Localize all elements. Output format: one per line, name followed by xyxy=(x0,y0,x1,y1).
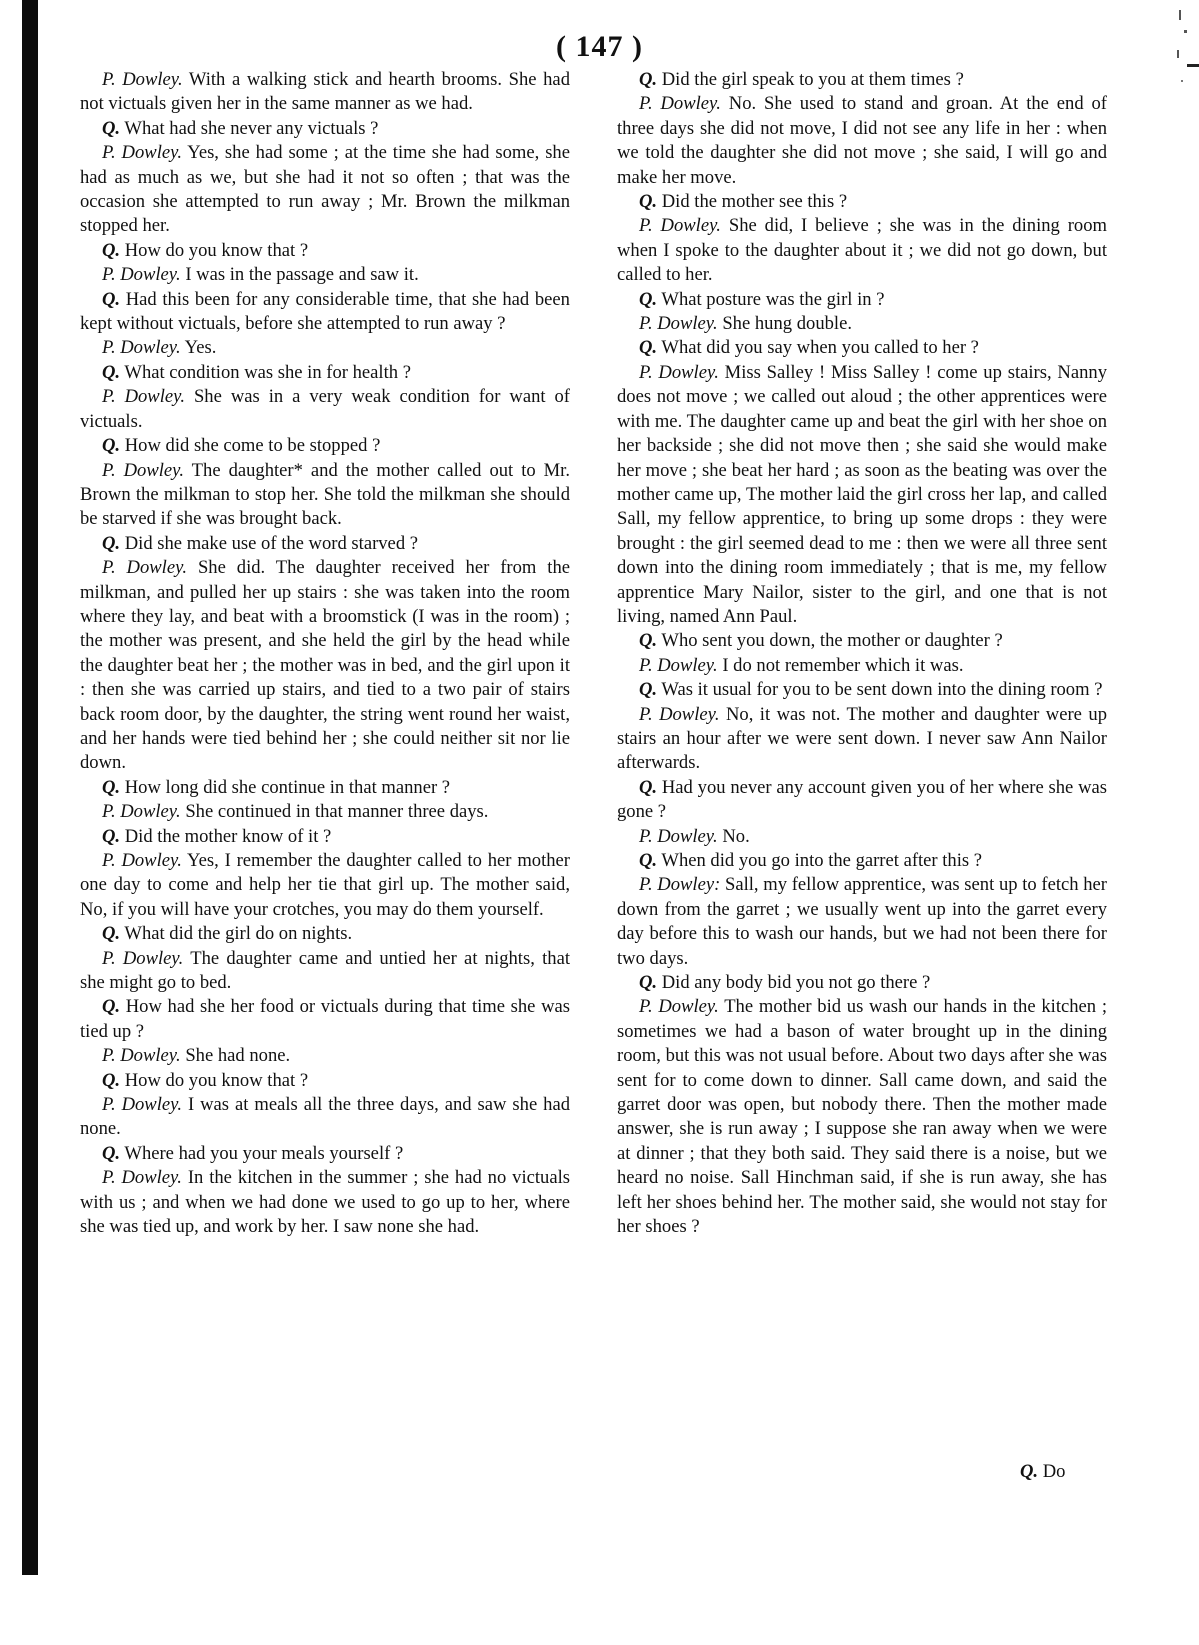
testimony-text: No. xyxy=(722,825,750,847)
speaker-label: Q. xyxy=(102,117,121,139)
speaker-label: Q. xyxy=(102,776,121,798)
testimony-text: How do you know that ? xyxy=(124,239,309,261)
speaker-label: P. Dowley. xyxy=(102,801,181,823)
speaker-label: P. Dowley. xyxy=(639,93,721,115)
speaker-label: Q. xyxy=(639,850,658,871)
speaker-label: P. Dowley. xyxy=(102,947,184,969)
speaker-label: P. Dowley. xyxy=(102,1167,182,1189)
speaker-label: Q. xyxy=(102,1069,121,1091)
testimony-text: Had you never any account given you of her where she was gone ? xyxy=(617,776,1107,823)
speaker-label: Q. xyxy=(102,1142,121,1164)
speaker-label: P. Dowley. xyxy=(639,313,718,335)
question-paragraph xyxy=(617,629,1107,653)
testimony-text: I was in the passage and saw it. xyxy=(185,264,419,286)
answer-paragraph xyxy=(80,556,570,776)
testimony-text: Did the mother know of it ? xyxy=(124,825,332,847)
question-paragraph xyxy=(80,1142,570,1166)
question-paragraph xyxy=(617,336,1107,360)
testimony-text: I was at meals all the three days, and saw she had none. xyxy=(80,1094,570,1140)
testimony-text: Did the mother see this ? xyxy=(661,191,848,213)
answer-paragraph xyxy=(617,703,1107,776)
left-column xyxy=(80,68,570,1240)
testimony-text: How had she her food or victuals during that time she was tied up ? xyxy=(80,996,570,1042)
speaker-label: Q. xyxy=(102,288,121,310)
testimony-text: Did she make use of the word starved ? xyxy=(124,532,419,554)
answer-paragraph xyxy=(80,336,570,360)
testimony-text: When did you go into the garret after this ? xyxy=(661,850,983,871)
question-paragraph xyxy=(80,532,570,556)
catchword xyxy=(1020,1461,1065,1483)
answer-paragraph xyxy=(617,361,1107,629)
speaker-label: P. Dowley. xyxy=(639,825,718,847)
speaker-label: P. Dowley. xyxy=(102,850,182,871)
speaker-label: Q. xyxy=(639,288,658,310)
testimony-text: Did any body bid you not go there ? xyxy=(661,972,931,994)
speaker-label: P. Dowley. xyxy=(102,69,183,90)
question-paragraph xyxy=(617,776,1107,825)
question-paragraph xyxy=(80,1069,570,1093)
answer-paragraph xyxy=(80,68,570,117)
testimony-text: Did the girl speak to you at them times ? xyxy=(661,69,964,90)
speaker-label: P. Dowley. xyxy=(639,654,718,676)
testimony-text: She was in a very weak condition for want of victuals. xyxy=(80,386,570,432)
answer-paragraph xyxy=(80,385,570,434)
question-paragraph xyxy=(80,361,570,385)
testimony-text: Yes. xyxy=(184,337,217,359)
testimony-text: Sall, my fellow apprentice, was sent up to fetch her down from the garret ; we usually went up into the garret every day before this to wash our hands, but we had not been there for two days. xyxy=(617,874,1107,969)
speaker-label: P. Dowley: xyxy=(639,874,721,896)
speaker-label: Q. xyxy=(102,361,121,383)
answer-paragraph xyxy=(617,873,1107,971)
speaker-label: Q. xyxy=(102,435,121,457)
testimony-text: What did the girl do on nights. xyxy=(124,923,353,945)
testimony-text: What posture was the girl in ? xyxy=(661,288,885,310)
testimony-text: Had this been for any considerable time, that she had been kept without victuals, before she attempted to run away ? xyxy=(80,288,570,335)
testimony-text: How do you know that ? xyxy=(124,1069,309,1091)
speaker-label: P. Dowley. xyxy=(102,459,185,481)
testimony-text: In the kitchen in the summer ; she had no victuals with us ; and when we had done we used to go up to her, where she was tied up, and work by her. I saw none she had. xyxy=(80,1167,570,1238)
answer-paragraph xyxy=(617,92,1107,190)
book-spine-shadow xyxy=(22,0,38,1575)
answer-paragraph xyxy=(80,1166,570,1239)
speaker-label: Q. xyxy=(639,191,658,213)
testimony-text: The mother bid us wash our hands in the kitchen ; sometimes we had a bason of water brought up in the dining room, but this was not usual before. About two days after she was sent for to come down to dinner. Sall came down, and said the garret door was open, but nobody there. Then the mother made answer, she is run away ; I suppose she ran away when we were at dinner ; that they both said. They said there is a noise, but we heard no noise. Sall Hinchman said, if she is run away, she has left her shoes behind her. The mother said, she would not stay for her shoes ? xyxy=(617,996,1107,1238)
answer-paragraph xyxy=(80,947,570,996)
question-paragraph xyxy=(80,434,570,458)
question-paragraph xyxy=(617,971,1107,995)
question-paragraph xyxy=(617,190,1107,214)
question-paragraph xyxy=(617,288,1107,312)
speaker-label: Q. xyxy=(102,996,121,1018)
speaker-label: P. Dowley. xyxy=(102,1045,181,1067)
question-paragraph xyxy=(617,68,1107,92)
answer-paragraph xyxy=(617,995,1107,1239)
testimony-text: Yes, she had some ; at the time she had some, she had as much as we, but she had it not so often ; that was the occasion she attempted to run away ; Mr. Brown the milkman stopped her. xyxy=(80,142,570,237)
answer-paragraph xyxy=(80,800,570,824)
catchword-text: Do xyxy=(1042,1461,1066,1482)
speaker-label: P. Dowley. xyxy=(639,996,719,1018)
question-paragraph xyxy=(80,239,570,263)
question-paragraph xyxy=(80,776,570,800)
speaker-label: P. Dowley. xyxy=(102,386,185,408)
testimony-text: Was it usual for you to be sent down into the dining room ? xyxy=(661,679,1103,701)
testimony-text: I do not remember which it was. xyxy=(722,654,964,676)
testimony-text: Where had you your meals yourself ? xyxy=(124,1142,404,1164)
answer-paragraph xyxy=(80,141,570,239)
speaker-label: Q. xyxy=(639,679,658,701)
testimony-text: Who sent you down, the mother or daughter ? xyxy=(661,630,1003,652)
speaker-label: P. Dowley. xyxy=(639,215,721,237)
page-number: ( 147 ) xyxy=(556,30,643,63)
speaker-label: Q. xyxy=(102,239,121,261)
testimony-text: The daughter came and untied her at nights, that she might go to bed. xyxy=(80,947,570,994)
answer-paragraph xyxy=(80,1093,570,1142)
speaker-label: P. Dowley. xyxy=(102,264,181,286)
answer-paragraph xyxy=(617,214,1107,287)
right-column xyxy=(617,68,1107,1240)
question-paragraph xyxy=(617,849,1107,873)
speaker-label: Q. xyxy=(639,69,658,90)
testimony-text: With a walking stick and hearth brooms. She had not victuals given her in the same manner as we had. xyxy=(80,69,570,115)
speaker-label: P. Dowley. xyxy=(102,1094,182,1116)
speaker-label: P. Dowley. xyxy=(639,361,719,383)
question-paragraph xyxy=(80,995,570,1044)
speaker-label: Q. xyxy=(102,923,121,945)
speaker-label: Q. xyxy=(102,532,121,554)
speaker-label: P. Dowley. xyxy=(102,142,182,164)
testimony-text: She continued in that manner three days. xyxy=(185,801,489,823)
testimony-text: Yes, I remember the daughter called to her mother one day to come and help her tie that girl up. The mother said, No, if you will have your crotches, you may do them yourself. xyxy=(80,850,570,920)
answer-paragraph xyxy=(617,312,1107,336)
catchword-speaker: Q. xyxy=(1020,1461,1039,1482)
testimony-text: What did you say when you called to her ? xyxy=(661,337,979,359)
testimony-text: Miss Salley ! Miss Salley ! come up stairs, Nanny does not move ; we called out aloud ; the other apprentices were with me. The daughter came up and beat the girl with her shoe on her backside ; she did not move then ; she said she would make her move ; she beat her hard ; as soon as the beating was over the mother came up, The mother laid the girl cross her lap, and called Sall, my fellow apprentice, to bring up some drops : they were brought : the girl seemed dead to me : then we were all three sent down into the dining room immediately ; that is me, my fellow apprentice Mary Nailor, sister to the girl, and one that is not living, named Ann Paul. xyxy=(617,361,1107,627)
speaker-label: Q. xyxy=(639,630,658,652)
speaker-label: Q. xyxy=(102,825,121,847)
testimony-text: She hung double. xyxy=(722,313,852,335)
speaker-label: Q. xyxy=(639,776,658,798)
testimony-text: How did she come to be stopped ? xyxy=(124,435,381,457)
question-paragraph xyxy=(80,117,570,141)
question-paragraph xyxy=(80,922,570,946)
answer-paragraph xyxy=(617,825,1107,849)
speaker-label: P. Dowley. xyxy=(639,703,720,725)
testimony-text: She did, I believe ; she was in the dining room when I spoke to the daughter about it ; we did not go down, but called to her. xyxy=(617,215,1107,286)
testimony-text: No. She used to stand and groan. At the end of three days she did not move, I did not see any life in her : when we told the daughter she did not move ; she said, I will go and make her move. xyxy=(617,93,1107,188)
answer-paragraph xyxy=(80,263,570,287)
answer-paragraph xyxy=(80,849,570,922)
testimony-text: The daughter* and the mother called out to Mr. Brown the milkman to stop her. She told the milkman she should be starved if she was brought back. xyxy=(80,459,570,530)
answer-paragraph xyxy=(80,1044,570,1068)
testimony-text: What condition was she in for health ? xyxy=(124,361,411,383)
speaker-label: Q. xyxy=(639,972,658,994)
speaker-label: Q. xyxy=(639,337,658,359)
question-paragraph xyxy=(80,825,570,849)
answer-paragraph xyxy=(617,654,1107,678)
question-paragraph xyxy=(80,288,570,337)
testimony-text: What had she never any victuals ? xyxy=(124,117,379,139)
speaker-label: P. Dowley. xyxy=(102,557,187,579)
speaker-label: P. Dowley. xyxy=(102,337,181,359)
testimony-text: No, it was not. The mother and daughter were up stairs an hour after we were sent down. I never saw Ann Nailor afterwards. xyxy=(617,703,1107,774)
testimony-text: How long did she continue in that manner ? xyxy=(124,776,451,798)
question-paragraph xyxy=(617,678,1107,702)
testimony-text: She did. The daughter received her from the milkman, and pulled her up stairs : she was taken into the room where they lay, and beat with a broomstick (I was in the room) ; the mother was present, and she held the girl by the head while the daughter beat her ; the mother was in bed, and the girl upon it : then she was carried up stairs, and tied to a two pair of stairs back room door, by the daughter, the string went round her waist, and her hands were tied behind her ; she could neither sit nor lie down. xyxy=(80,557,571,774)
testimony-text: She had none. xyxy=(185,1045,291,1067)
answer-paragraph xyxy=(80,459,570,532)
